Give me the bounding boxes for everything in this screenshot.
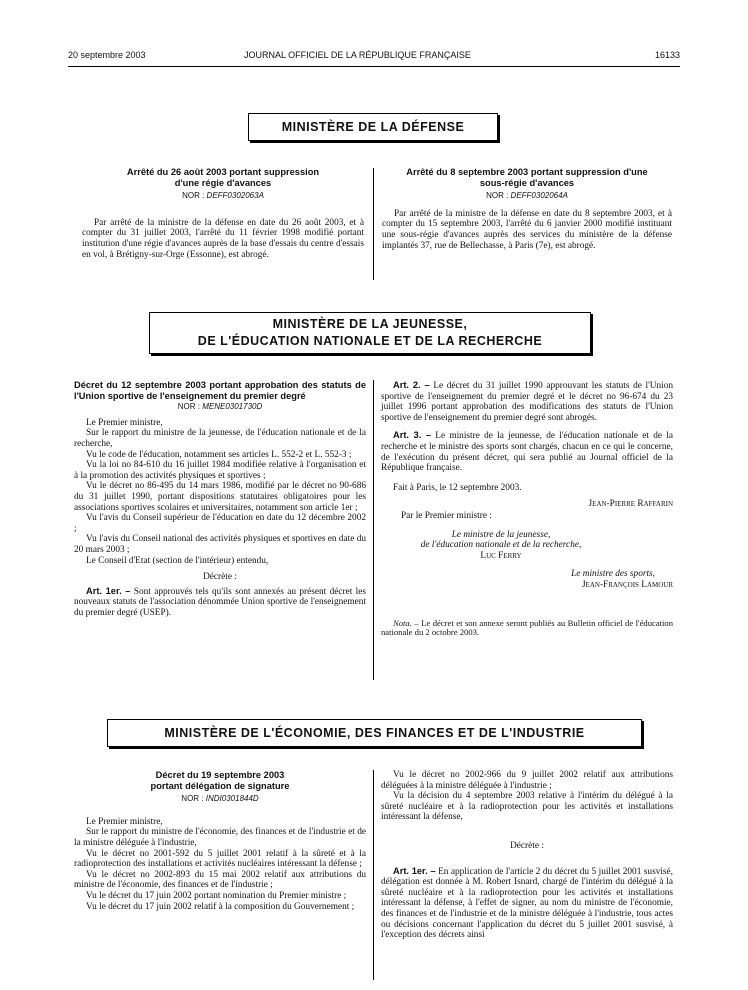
- column-separator: [373, 168, 374, 280]
- header-page-number: 16133: [654, 50, 680, 60]
- banner-economie: [107, 719, 642, 747]
- article-text: Sont approuvés tels qu'ils sont annexés au présent décret les nouveaux statuts de l'association dénommée Union sportive de l'enseignement du premier degré (USEP).: [74, 586, 366, 618]
- minister-sports-title: Le ministre des sports,: [571, 569, 655, 580]
- banner-defense-text: MINISTÈRE DE LA DÉFENSE: [281, 120, 465, 134]
- defense-right-column: [382, 167, 672, 251]
- column-separator: [373, 380, 374, 680]
- jeunesse-right-column: [381, 380, 673, 638]
- nota-label: Nota. –: [393, 617, 419, 628]
- banner-defense: [248, 113, 498, 141]
- economie-left-title: Décret du 19 septembre 2003 portant délégation de signature: [150, 770, 290, 791]
- article-label: Art. 1er. –: [393, 865, 436, 876]
- article-label: Art. 3. –: [393, 430, 431, 441]
- banner-jeunesse-line2: DE L'ÉDUCATION NATIONALE ET DE LA RECHERCHE: [197, 334, 543, 348]
- article-text: Le ministre de la jeunesse, de l'éducation nationale et de la recherche et le ministre des sports sont chargés, chacun en ce qui le concerne, de l'exécution du présent décret, qui sera publié au Journal officiel de la République française.: [381, 431, 673, 474]
- jeunesse-fait: Fait à Paris, le 12 septembre 2003.: [393, 482, 522, 493]
- article-text: Le décret du 31 juillet 1990 approuvant les statuts de l'Union sportive de l'enseignement du premier degré et le décret no 96-674 du 23 juillet 1996 portant approbation des modifications des statuts de l'Union sportive de l'enseignement du premier degré sont abrogés.: [381, 381, 674, 423]
- header-date: 20 septembre 2003: [68, 50, 146, 60]
- banner-economie-text: MINISTÈRE DE L'ÉCONOMIE, DES FINANCES ET DE L'INDUSTRIE: [164, 726, 585, 740]
- banner-jeunesse-line1: MINISTÈRE DE LA JEUNESSE,: [272, 317, 468, 331]
- jeunesse-para: Vu l'avis du Conseil supérieur de l'éducation en date du 12 décembre 2002 ;: [74, 513, 366, 534]
- jeunesse-art2: [381, 380, 673, 423]
- economie-para: Sur le rapport du ministre de l'économie, des finances et de l'industrie et de la ministre déléguée à l'industrie,: [74, 827, 366, 848]
- jeunesse-para: Vu le décret no 86-495 du 14 mars 1986, modifié par le décret no 90-686 du 31 juillet 1990, portant dispositions statutaires obligatoires pour les associations sportives scolaires et universitaires, notamment son article 1er ;: [74, 481, 366, 513]
- article-label: Art. 2. –: [393, 380, 430, 390]
- defense-right-nor: [382, 191, 672, 202]
- signature-ministre-sports: Jean-François Lamour: [581, 579, 673, 590]
- jeunesse-para: Le Premier ministre,: [86, 417, 163, 428]
- economie-para: Vu le décret no 2001-592 du 5 juillet 2001 relatif à la sûreté et à la radioprotection des installations et activités nucléaires intéressant la défense ;: [74, 848, 366, 870]
- nor-label: NOR :: [486, 191, 509, 201]
- signature-premier-ministre: Jean-Pierre Raffarin: [588, 499, 673, 510]
- nor-label: NOR :: [177, 402, 200, 412]
- nota-text: Le décret et son annexe seront publiés au Bulletin officiel de l'éducation nationale du 2 octobre 2003.: [381, 617, 673, 638]
- article-text: En application de l'article 2 du décret du 5 juillet 2001 susvisé, délégation est donnée à M. Robert Isnard, chargé de l'intérim du délégué à la sûreté nucléaire et à la radioprotection pour les activités et installations intéressant la défense, à l'effet de signer, au nom du ministre de l'économie, des finances et de l'industrie et de la ministre déléguée à l'industrie, tous actes ou décisions concernant l'application du décret du 5 juillet 2001 susvisé, à l'exception des décrets ainsi: [381, 866, 673, 941]
- page-header: [68, 50, 680, 64]
- minister-title-line1: Le ministre de la jeunesse,: [451, 529, 551, 540]
- economie-left-nor: [74, 794, 366, 805]
- jeunesse-para: Vu le code de l'éducation, notamment ses articles L. 552-2 et L. 552-3 ;: [86, 449, 352, 460]
- economie-para: Vu le décret du 17 juin 2002 portant nomination du Premier ministre ;: [86, 890, 347, 901]
- economie-para: Le Premier ministre,: [86, 816, 163, 827]
- column-separator: [373, 770, 374, 980]
- banner-jeunesse: [149, 312, 591, 354]
- defense-left-body: Par arrêté de la ministre de la défense en date du 26 août 2003, et à compter du 31 juillet 2003, l'arrêté du 11 février 1998 modifié portant institution d'une régie d'avances auprès de la base d'essais du centre d'essais en vol, à Brétigny-sur-Orge (Essonne), est abrogé.: [82, 217, 364, 260]
- nor-code: MENE0301730D: [202, 402, 263, 412]
- par-le-premier-ministre: Par le Premier ministre :: [401, 510, 492, 521]
- economie-right-column: [381, 770, 673, 941]
- defense-left-column: [82, 167, 364, 260]
- jeunesse-left-title: Décret du 12 septembre 2003 portant approbation des statuts de l'Union sportive de l'enseignement du premier degré: [74, 380, 366, 401]
- jeunesse-para: Vu la loi no 84-610 du 16 juillet 1984 modifiée relative à l'organisation et à la promotion des activités physiques et sportives ;: [74, 460, 366, 481]
- header-rule: [68, 66, 680, 67]
- jeunesse-decrete: Décrète :: [203, 572, 237, 583]
- economie-para: Vu la décision du 4 septembre 2003 relative à l'intérim du délégué à la sûreté nucléaire et à la radioprotection pour les activités et installations intéressant la défense,: [381, 791, 673, 823]
- jeunesse-para: Le Conseil d'Etat (section de l'intérieur) entendu,: [86, 555, 269, 566]
- economie-para: Vu le décret no 2002-966 du 9 juillet 2002 relatif aux attributions déléguées à la ministre déléguée à l'industrie ;: [381, 770, 673, 791]
- nor-label: NOR :: [181, 794, 204, 804]
- jeunesse-art1: [74, 586, 366, 619]
- defense-left-title: Arrêté du 26 août 2003 portant suppression d'une régie d'avances: [126, 167, 320, 188]
- nor-code: DEFF0302063A: [206, 191, 264, 201]
- defense-left-nor: [82, 191, 364, 202]
- defense-right-body: Par arrêté de la ministre de la défense en date du 8 septembre 2003, et à compter du 15 septembre 2003, l'arrêté du 6 janvier 2000 modifié instituant une sous-régie d'avances auprès des services du ministère de la défense implantés 37, rue de Bellechasse, à Paris (7e), est abrogé.: [382, 208, 672, 251]
- jeunesse-left-column: [74, 380, 366, 618]
- signature-ministre-jeunesse: Luc Ferry: [480, 550, 522, 561]
- nor-label: NOR :: [182, 191, 205, 201]
- defense-right-title: Arrêté du 8 septembre 2003 portant suppression d'une sous-régie d'avances: [406, 167, 648, 188]
- jeunesse-art3: [381, 430, 673, 473]
- article-label: Art. 1er. –: [86, 585, 131, 596]
- economie-para: Vu le décret du 17 juin 2002 relatif à la composition du Gouvernement ;: [86, 901, 355, 912]
- minister-title-line2: de l'éducation nationale et de la recherche,: [420, 540, 582, 551]
- economie-art1: [381, 866, 673, 941]
- jeunesse-para: Vu l'avis du Conseil national des activités physiques et sportives en date du 20 mars 2003 ;: [74, 534, 366, 555]
- economie-decrete: Décrète :: [510, 840, 544, 851]
- jeunesse-para: Sur le rapport du ministre de la jeunesse, de l'éducation nationale et de la recherche,: [74, 428, 366, 449]
- nor-code: INDI0301844D: [205, 794, 259, 804]
- jeunesse-nota: [381, 619, 673, 639]
- economie-para: Vu le décret no 2002-893 du 15 mai 2002 relatif aux attributions du ministre de l'économie, des finances et de l'industrie ;: [74, 869, 366, 891]
- header-journal: JOURNAL OFFICIEL DE LA RÉPUBLIQUE FRANÇAISE: [244, 50, 471, 60]
- jeunesse-left-nor: [74, 402, 366, 413]
- nor-code: DEFF0302064A: [510, 191, 568, 201]
- economie-left-column: [74, 770, 366, 912]
